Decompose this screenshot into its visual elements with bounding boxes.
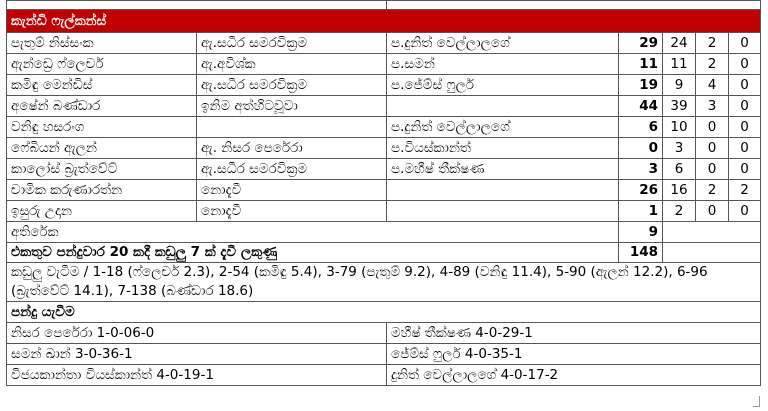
total-spacer (663, 243, 761, 263)
balls: 2 (663, 201, 696, 222)
bowling-row (7, 365, 761, 386)
dismissal-bowler (387, 180, 619, 201)
dismissal-bowler: ප.දුනිත් වෙල්ලාලගේ (387, 117, 619, 138)
bowler-figures: නිසර පෙරේරා 1-0-06-0 (7, 323, 387, 344)
batter-name: චාමික කරුණාරත්න (7, 180, 197, 201)
balls: 11 (663, 54, 696, 75)
runs: 19 (619, 75, 663, 96)
sixes: 0 (729, 96, 761, 117)
batting-row (7, 117, 761, 138)
bowling-heading: පන්දු යැවීම (7, 302, 761, 323)
total-label: එකතුව පන්දුවාර 20 කදී කඩුලු 7 ක් දැවී ලකුණු (7, 243, 619, 263)
dismissal-fielder: ඇ.සධීර සමරවික්‍රම (197, 75, 387, 96)
dismissal-bowler: ප.දුනිත් වෙල්ලාලගේ (387, 33, 619, 54)
top-border-row (7, 1, 761, 10)
dismissal-fielder: නොදැවී (197, 201, 387, 222)
fours: 2 (696, 33, 729, 54)
dismissal-fielder: ඇ.සධීර සමරවික්‍රම (197, 33, 387, 54)
balls: 9 (663, 75, 696, 96)
sixes: 0 (729, 117, 761, 138)
runs: 44 (619, 96, 663, 117)
extras-label: අතිරේක (7, 222, 619, 243)
dismissal-fielder: ඇ.සධීර සමරවික්‍රම (197, 159, 387, 180)
batting-row (7, 159, 761, 180)
corner-bracket-icon (753, 396, 760, 407)
fall-of-wickets: කඩුලු වැටීම / 1-18 (ෆ්ලෙචර් 2.3), 2-54 (කමිඳු 5.4), 3-79 (පැතුම් 9.2), 4-89 (වනිඳු 11.4), 5-90 (ඇලන් 12.2), 6-96 (බ්‍රැත්වේට් 14.1), 7-138 (බණ්ඩාර 18.6) (7, 263, 761, 302)
sixes: 0 (729, 33, 761, 54)
dismissal-fielder (197, 117, 387, 138)
batter-name: ඉසුරු උදාන (7, 201, 197, 222)
batter-name: අෂේන් බණ්ඩාර (7, 96, 197, 117)
runs: 11 (619, 54, 663, 75)
runs: 1 (619, 201, 663, 222)
fours: 0 (696, 138, 729, 159)
dismissal-fielder: ඉනිම අත්හිටවූවා (197, 96, 387, 117)
batting-row (7, 75, 761, 96)
batting-row (7, 138, 761, 159)
sixes: 2 (729, 180, 761, 201)
dismissal-bowler: ප.ජේම්ස් ෆුලර් (387, 75, 619, 96)
sixes: 0 (729, 138, 761, 159)
fours: 2 (696, 180, 729, 201)
bowling-row (7, 344, 761, 365)
batting-row (7, 33, 761, 54)
balls: 24 (663, 33, 696, 54)
extras-row (7, 222, 761, 243)
team-name: කැන්ඩි ෆැල්කන්ස් (7, 10, 761, 33)
bowler-figures: විජයකාන්තා වියස්කාන්ත් 4-0-19-1 (7, 365, 387, 386)
batter-name: වනිඳු හසරංග (7, 117, 197, 138)
batting-row (7, 180, 761, 201)
fours: 0 (696, 159, 729, 180)
bowler-figures: මහීෂ් තීක්ෂණ 4-0-29-1 (387, 323, 761, 344)
bowling-row (7, 323, 761, 344)
sixes: 0 (729, 54, 761, 75)
balls: 16 (663, 180, 696, 201)
fall-of-wickets-row (7, 263, 761, 302)
batting-row (7, 201, 761, 222)
extras-value: 9 (619, 222, 663, 243)
balls: 6 (663, 159, 696, 180)
bowling-heading-row (7, 302, 761, 323)
bowler-figures: ජේම්ස් ෆුලර් 4-0-35-1 (387, 344, 761, 365)
extras-spacer (663, 222, 761, 243)
batter-name: කාලෝස් බ්‍රැත්වේට් (7, 159, 197, 180)
runs: 3 (619, 159, 663, 180)
runs: 0 (619, 138, 663, 159)
dismissal-fielder: ඇ.අවිශ්ක (197, 54, 387, 75)
sixes: 0 (729, 75, 761, 96)
sixes: 0 (729, 159, 761, 180)
fours: 0 (696, 201, 729, 222)
dismissal-fielder: ඇ. නිසර පෙරේරා (197, 138, 387, 159)
dismissal-bowler: ප.සමන් (387, 54, 619, 75)
batter-name: පැතුම් නිස්සංක (7, 33, 197, 54)
sixes: 0 (729, 201, 761, 222)
dismissal-bowler: ප.වියස්කාන්ත් (387, 138, 619, 159)
scorecard-table (6, 0, 761, 386)
runs: 6 (619, 117, 663, 138)
batter-name: ෆේබියන් ඇලන් (7, 138, 197, 159)
dismissal-bowler (387, 96, 619, 117)
balls: 3 (663, 138, 696, 159)
bowler-figures: සමන් ඛාන් 3-0-36-1 (7, 344, 387, 365)
dismissal-fielder: නොදැවී (197, 180, 387, 201)
total-value: 148 (619, 243, 663, 263)
runs: 29 (619, 33, 663, 54)
balls: 10 (663, 117, 696, 138)
total-row (7, 243, 761, 263)
batting-row (7, 54, 761, 75)
runs: 26 (619, 180, 663, 201)
fours: 0 (696, 117, 729, 138)
fours: 2 (696, 54, 729, 75)
batter-name: ඇන්ඩ්‍රෙ ෆ්ලෙචර් (7, 54, 197, 75)
balls: 39 (663, 96, 696, 117)
bowler-figures: දුනිත් වෙල්ලාලගේ 4-0-17-2 (387, 365, 761, 386)
dismissal-bowler (387, 201, 619, 222)
team-title-row (7, 10, 761, 33)
batter-name: කමිඳු මෙන්ඩිස් (7, 75, 197, 96)
batting-row (7, 96, 761, 117)
fours: 3 (696, 96, 729, 117)
dismissal-bowler: ප.මහීෂ් තීක්ෂණ (387, 159, 619, 180)
fours: 4 (696, 75, 729, 96)
